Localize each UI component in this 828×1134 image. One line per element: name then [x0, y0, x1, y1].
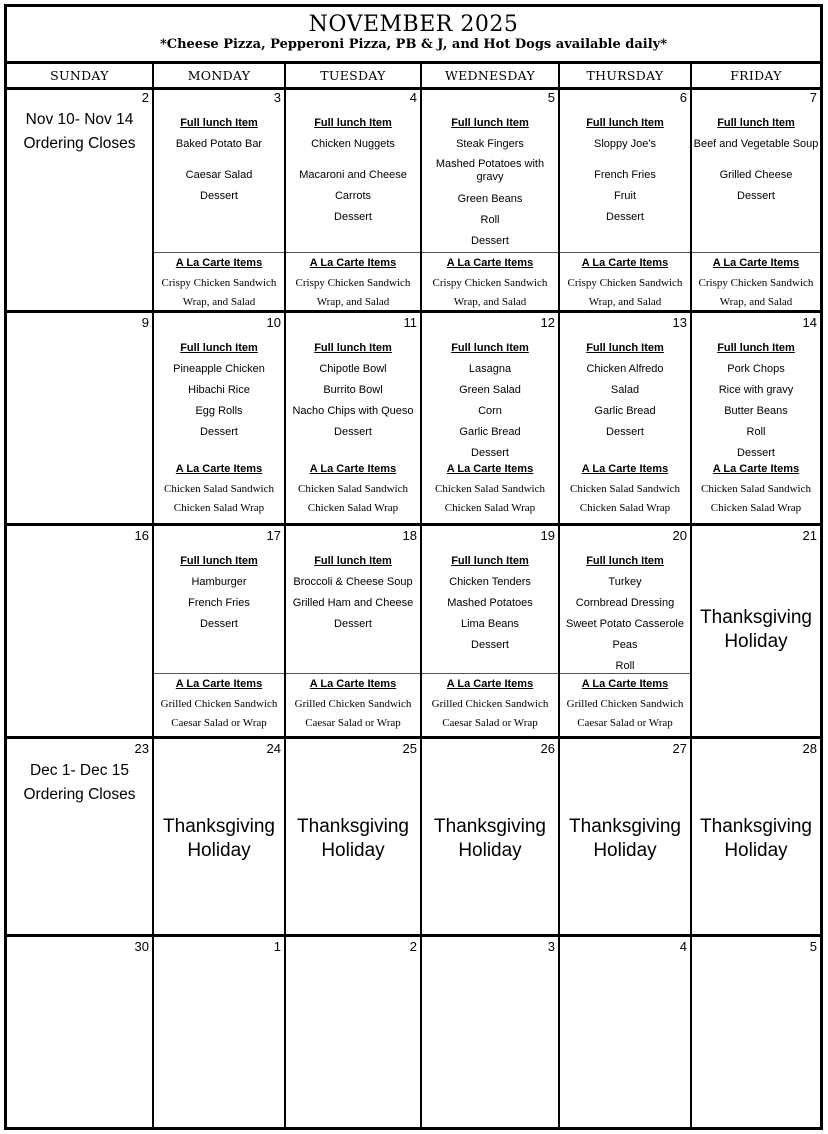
- a-la-carte-section: [286, 459, 420, 518]
- date-number: 4: [409, 90, 417, 105]
- day-cell: [692, 739, 820, 934]
- day-cell: [692, 937, 820, 1127]
- day-cell: [422, 739, 558, 934]
- weekday-label-sunday: SUNDAY: [50, 68, 109, 83]
- full-lunch-heading: Full lunch Item: [180, 342, 258, 354]
- a-la-carte-heading: A La Carte Items: [175, 257, 263, 269]
- day-cell: [560, 739, 690, 934]
- a-la-carte-section: [692, 252, 820, 312]
- a-la-carte-item: Caesar Salad or Wrap: [442, 717, 538, 729]
- menu-item: French Fries: [594, 169, 656, 181]
- day-cell: [560, 88, 690, 310]
- date-number: 26: [540, 741, 555, 756]
- holiday-label-line: Thanksgiving: [297, 816, 409, 837]
- full-lunch-heading: Full lunch Item: [586, 342, 664, 354]
- menu-item: Mashed Potatoes: [447, 597, 533, 609]
- holiday-label-line: Holiday: [593, 840, 657, 861]
- menu-item: Pineapple Chicken: [173, 363, 265, 375]
- a-la-carte-item: Wrap, and Salad: [182, 296, 256, 308]
- menu-item: Carrots: [334, 190, 372, 202]
- day-cell: [560, 937, 690, 1127]
- a-la-carte-item: Grilled Chicken Sandwich: [294, 698, 412, 710]
- full-lunch-section: [422, 338, 558, 464]
- date-number: 14: [802, 315, 817, 330]
- menu-item: Dessert: [334, 426, 372, 438]
- ordering-note-line: Nov 10- Nov 14: [25, 111, 134, 128]
- a-la-carte-item: Chicken Salad Wrap: [444, 502, 536, 514]
- a-la-carte-item: Crispy Chicken Sandwich: [432, 277, 548, 289]
- menu-item: Roll: [480, 214, 500, 226]
- day-cell: [154, 313, 284, 523]
- a-la-carte-heading: A La Carte Items: [446, 678, 534, 690]
- menu-item: Peas: [612, 639, 638, 651]
- calendar: [4, 4, 823, 1130]
- menu-item: Dessert: [334, 211, 372, 223]
- menu-item: Salad: [610, 384, 640, 396]
- a-la-carte-item: Grilled Chicken Sandwich: [431, 698, 549, 710]
- full-lunch-section: [422, 551, 558, 656]
- full-lunch-heading: Full lunch Item: [451, 555, 529, 567]
- a-la-carte-item: Chicken Salad Sandwich: [701, 483, 811, 495]
- menu-item: Mashed Potatoes with gravy: [435, 158, 545, 183]
- menu-item: Burrito Bowl: [323, 384, 383, 396]
- full-lunch-heading: Full lunch Item: [717, 117, 795, 129]
- holiday-label-line: Holiday: [458, 840, 522, 861]
- full-lunch-section: [154, 338, 284, 443]
- a-la-carte-item: Crispy Chicken Sandwich: [161, 277, 277, 289]
- full-lunch-heading: Full lunch Item: [586, 117, 664, 129]
- ordering-note-line: Dec 1- Dec 15: [29, 762, 130, 779]
- menu-item: Dessert: [606, 211, 644, 223]
- full-lunch-section: [286, 338, 420, 443]
- date-number: 23: [134, 741, 149, 756]
- a-la-carte-item: Chicken Salad Sandwich: [570, 483, 680, 495]
- a-la-carte-item: Crispy Chicken Sandwich: [698, 277, 814, 289]
- a-la-carte-heading: A La Carte Items: [581, 463, 669, 475]
- date-number: 21: [802, 528, 817, 543]
- date-number: 7: [809, 90, 817, 105]
- menu-item: Dessert: [737, 447, 775, 459]
- menu-item: Chipotle Bowl: [319, 363, 387, 375]
- a-la-carte-item: Wrap, and Salad: [316, 296, 390, 308]
- date-number: 5: [809, 939, 817, 954]
- menu-item: French Fries: [188, 597, 250, 609]
- a-la-carte-item: Chicken Salad Sandwich: [164, 483, 274, 495]
- full-lunch-heading: Full lunch Item: [180, 117, 258, 129]
- menu-item: Sloppy Joe's: [593, 138, 657, 150]
- day-cell: [422, 313, 558, 523]
- full-lunch-section: [286, 551, 420, 635]
- ordering-note: [7, 759, 152, 807]
- ordering-note: [7, 108, 152, 156]
- menu-item: Garlic Bread: [594, 405, 656, 417]
- menu-item: Egg Rolls: [195, 405, 243, 417]
- weekday-label-friday: FRIDAY: [730, 68, 782, 83]
- day-cell: [286, 88, 420, 310]
- menu-item: Garlic Bread: [459, 426, 521, 438]
- full-lunch-heading: Full lunch Item: [586, 555, 664, 567]
- a-la-carte-section: [154, 252, 284, 312]
- grid-vertical-line: [420, 64, 422, 1127]
- holiday-label: [692, 815, 820, 863]
- date-number: 4: [679, 939, 687, 954]
- a-la-carte-item: Grilled Chicken Sandwich: [160, 698, 278, 710]
- holiday-label-line: Thanksgiving: [700, 816, 812, 837]
- menu-item: Macaroni and Cheese: [299, 169, 407, 181]
- ordering-note-line: Ordering Closes: [23, 786, 136, 803]
- day-cell: [692, 313, 820, 523]
- day-cell: [692, 526, 820, 736]
- grid-vertical-line: [284, 64, 286, 1127]
- date-number: 2: [141, 90, 149, 105]
- menu-item: Baked Potato Bar: [175, 138, 263, 150]
- full-lunch-section: [422, 113, 558, 252]
- date-number: 27: [672, 741, 687, 756]
- page-title: NOVEMBER 2025: [308, 12, 519, 37]
- menu-item: Dessert: [200, 190, 238, 202]
- day-cell: [422, 937, 558, 1127]
- a-la-carte-item: Chicken Salad Sandwich: [298, 483, 408, 495]
- day-cell: [560, 313, 690, 523]
- menu-item: Green Salad: [459, 384, 521, 396]
- date-number: 19: [540, 528, 555, 543]
- a-la-carte-heading: A La Carte Items: [446, 463, 534, 475]
- holiday-label: [286, 815, 420, 863]
- date-number: 20: [672, 528, 687, 543]
- menu-item: Butter Beans: [724, 405, 788, 417]
- a-la-carte-section: [422, 673, 558, 733]
- a-la-carte-item: Chicken Salad Wrap: [173, 502, 265, 514]
- menu-item: Rice with gravy: [718, 384, 794, 396]
- holiday-label-line: Thanksgiving: [434, 816, 546, 837]
- a-la-carte-item: Crispy Chicken Sandwich: [295, 277, 411, 289]
- holiday-label-line: Holiday: [187, 840, 251, 861]
- full-lunch-heading: Full lunch Item: [314, 117, 392, 129]
- a-la-carte-heading: A La Carte Items: [175, 463, 263, 475]
- menu-item: Dessert: [471, 639, 509, 651]
- day-cell: [154, 937, 284, 1127]
- grid-horizontal-line: [7, 736, 820, 739]
- day-cell: [154, 739, 284, 934]
- a-la-carte-item: Grilled Chicken Sandwich: [566, 698, 684, 710]
- a-la-carte-heading: A La Carte Items: [309, 463, 397, 475]
- menu-item: Roll: [615, 660, 635, 672]
- date-number: 25: [402, 741, 417, 756]
- a-la-carte-item: Wrap, and Salad: [453, 296, 527, 308]
- a-la-carte-heading: A La Carte Items: [175, 678, 263, 690]
- day-cell: [422, 88, 558, 310]
- ordering-note-line: Ordering Closes: [23, 135, 136, 152]
- day-cell: [286, 937, 420, 1127]
- a-la-carte-section: [692, 459, 820, 518]
- grid-vertical-line: [558, 64, 560, 1127]
- grid-horizontal-line: [7, 523, 820, 526]
- day-cell-sunday: [7, 937, 152, 1127]
- date-number: 30: [134, 939, 149, 954]
- menu-item: Dessert: [334, 618, 372, 630]
- menu-item: Lima Beans: [460, 618, 520, 630]
- calendar-header: [7, 7, 820, 64]
- a-la-carte-heading: A La Carte Items: [581, 678, 669, 690]
- menu-item: Nacho Chips with Queso: [292, 405, 414, 417]
- menu-item: Turkey: [608, 576, 642, 588]
- full-lunch-section: [692, 113, 820, 207]
- a-la-carte-section: [286, 673, 420, 733]
- a-la-carte-heading: A La Carte Items: [581, 257, 669, 269]
- full-lunch-section: [286, 113, 420, 228]
- date-number: 1: [273, 939, 281, 954]
- a-la-carte-section: [154, 673, 284, 733]
- holiday-label-line: Thanksgiving: [163, 816, 275, 837]
- date-number: 16: [134, 528, 149, 543]
- holiday-label-line: Holiday: [724, 631, 788, 652]
- holiday-label-line: Holiday: [321, 840, 385, 861]
- menu-item: Pork Chops: [727, 363, 785, 375]
- a-la-carte-heading: A La Carte Items: [309, 678, 397, 690]
- a-la-carte-item: Wrap, and Salad: [719, 296, 793, 308]
- weekday-header-row: [7, 64, 820, 90]
- menu-item: Beef and Vegetable Soup: [693, 138, 819, 150]
- a-la-carte-heading: A La Carte Items: [712, 257, 800, 269]
- date-number: 5: [547, 90, 555, 105]
- menu-item: Dessert: [200, 618, 238, 630]
- day-cell: [422, 526, 558, 736]
- date-number: 10: [266, 315, 281, 330]
- menu-item: Roll: [746, 426, 766, 438]
- date-number: 3: [547, 939, 555, 954]
- date-number: 9: [141, 315, 149, 330]
- full-lunch-section: [154, 551, 284, 635]
- a-la-carte-item: Wrap, and Salad: [588, 296, 662, 308]
- menu-item: Dessert: [471, 235, 509, 247]
- day-cell-sunday: [7, 313, 152, 523]
- full-lunch-heading: Full lunch Item: [717, 342, 795, 354]
- menu-item: Steak Fingers: [456, 138, 524, 150]
- full-lunch-section: [560, 338, 690, 443]
- holiday-label: [692, 606, 820, 654]
- a-la-carte-item: Chicken Salad Wrap: [307, 502, 399, 514]
- a-la-carte-section: [286, 252, 420, 312]
- a-la-carte-heading: A La Carte Items: [446, 257, 534, 269]
- menu-item: Lasagna: [468, 363, 512, 375]
- weekday-label-thursday: THURSDAY: [586, 68, 664, 83]
- page-subtitle: *Cheese Pizza, Pepperoni Pizza, PB & J, and Hot Dogs available daily*: [159, 37, 668, 52]
- holiday-label: [422, 815, 558, 863]
- weekday-label-monday: MONDAY: [187, 68, 251, 83]
- grid-horizontal-line: [7, 934, 820, 937]
- menu-item: Hamburger: [191, 576, 247, 588]
- menu-item: Dessert: [471, 447, 509, 459]
- a-la-carte-item: Caesar Salad or Wrap: [305, 717, 401, 729]
- holiday-label: [560, 815, 690, 863]
- date-number: 11: [403, 315, 417, 330]
- date-number: 12: [540, 315, 555, 330]
- menu-item: Grilled Cheese: [719, 169, 793, 181]
- menu-item: Chicken Nuggets: [311, 138, 395, 150]
- grid-horizontal-line: [7, 310, 820, 313]
- full-lunch-heading: Full lunch Item: [314, 342, 392, 354]
- holiday-label: [154, 815, 284, 863]
- grid-vertical-line: [152, 64, 154, 1127]
- menu-item: Chicken Tenders: [449, 576, 531, 588]
- a-la-carte-item: Caesar Salad or Wrap: [171, 717, 267, 729]
- a-la-carte-heading: A La Carte Items: [712, 463, 800, 475]
- day-cell: [154, 88, 284, 310]
- day-cell: [286, 526, 420, 736]
- menu-item: Dessert: [200, 426, 238, 438]
- date-number: 13: [672, 315, 687, 330]
- weekday-label-tuesday: TUESDAY: [320, 68, 386, 83]
- holiday-label-line: Thanksgiving: [569, 816, 681, 837]
- full-lunch-heading: Full lunch Item: [451, 117, 529, 129]
- date-number: 6: [679, 90, 687, 105]
- full-lunch-section: [560, 113, 690, 228]
- grid-vertical-line: [690, 64, 692, 1127]
- a-la-carte-item: Chicken Salad Wrap: [579, 502, 671, 514]
- date-number: 3: [273, 90, 281, 105]
- a-la-carte-item: Caesar Salad or Wrap: [577, 717, 673, 729]
- a-la-carte-item: Crispy Chicken Sandwich: [567, 277, 683, 289]
- menu-item: Dessert: [606, 426, 644, 438]
- full-lunch-heading: Full lunch Item: [180, 555, 258, 567]
- menu-item: Green Beans: [457, 193, 523, 205]
- menu-item: Corn: [478, 405, 502, 417]
- date-number: 2: [409, 939, 417, 954]
- a-la-carte-section: [422, 252, 558, 312]
- menu-item: Chicken Alfredo: [586, 363, 664, 375]
- full-lunch-section: [560, 551, 690, 677]
- full-lunch-heading: Full lunch Item: [314, 555, 392, 567]
- holiday-label-line: Thanksgiving: [700, 607, 812, 628]
- day-cell: [692, 88, 820, 310]
- weekday-label-wednesday: WEDNESDAY: [444, 68, 536, 83]
- full-lunch-heading: Full lunch Item: [451, 342, 529, 354]
- menu-item: Broccoli & Cheese Soup: [293, 576, 413, 588]
- a-la-carte-section: [154, 459, 284, 518]
- date-number: 28: [802, 741, 817, 756]
- menu-item: Cornbread Dressing: [575, 597, 675, 609]
- date-number: 24: [266, 741, 281, 756]
- menu-item: Caesar Salad: [185, 169, 253, 181]
- date-number: 18: [402, 528, 417, 543]
- day-cell: [560, 526, 690, 736]
- menu-item: Dessert: [737, 190, 775, 202]
- menu-item: Hibachi Rice: [188, 384, 250, 396]
- menu-item: Fruit: [614, 190, 636, 202]
- day-cell-sunday: [7, 526, 152, 736]
- a-la-carte-section: [560, 673, 690, 733]
- full-lunch-section: [692, 338, 820, 464]
- a-la-carte-section: [422, 459, 558, 518]
- menu-item: Grilled Ham and Cheese: [292, 597, 414, 609]
- a-la-carte-section: [560, 252, 690, 312]
- a-la-carte-item: Chicken Salad Wrap: [710, 502, 802, 514]
- date-number: 17: [266, 528, 281, 543]
- full-lunch-section: [154, 113, 284, 207]
- day-cell: [154, 526, 284, 736]
- a-la-carte-heading: A La Carte Items: [309, 257, 397, 269]
- menu-item: Sweet Potato Casserole: [565, 618, 684, 630]
- a-la-carte-section: [560, 459, 690, 518]
- a-la-carte-item: Chicken Salad Sandwich: [435, 483, 545, 495]
- day-cell-sunday: [7, 739, 152, 934]
- day-cell: [286, 313, 420, 523]
- holiday-label-line: Holiday: [724, 840, 788, 861]
- day-cell-sunday: [7, 88, 152, 310]
- day-cell: [286, 739, 420, 934]
